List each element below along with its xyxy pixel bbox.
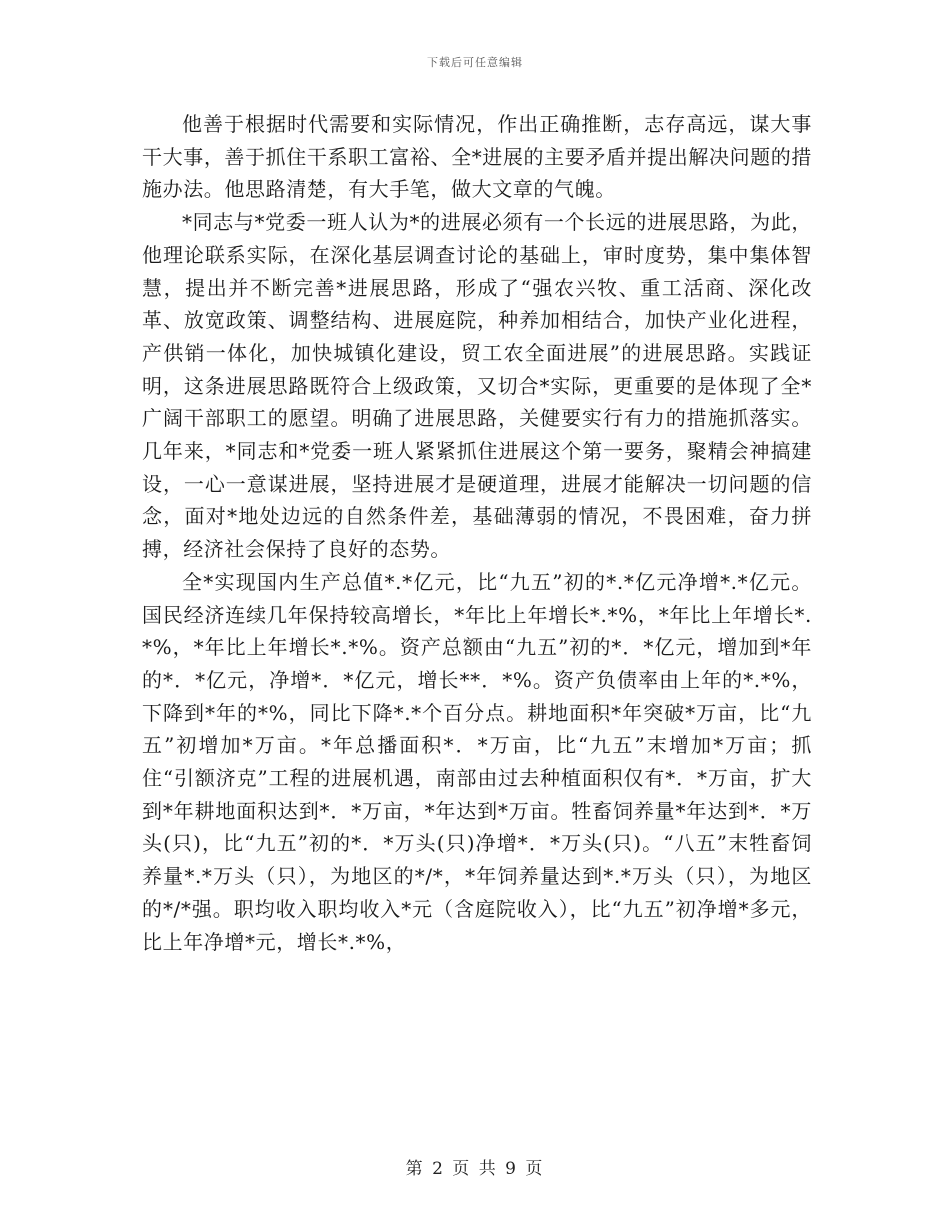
- page-number: 第 2 页 共 9 页: [405, 1159, 545, 1179]
- paragraph-3: 全*实现国内生产总值*.*亿元，比“九五”初的*.*亿元净增*.*亿元。国民经济连续几年保持较高增长，*年比上年增长*.*%，*年比上年增长*.*%，*年比上年增长*.*%。资产总额由“九五”初的*．*亿元，增加到*年的*．*亿元，净增*．*亿元，增长**．*%。资产负债率由上年的*.*%，下降到*年的*%，同比下降*.*个百分点。耕地面积*年突破*万亩，比“九五”初增加*万亩。*年总播面积*．*万亩，比“九五”末增加*万亩；抓住“引额济克”工程的进展机遇，南部由过去种植面积仅有*．*万亩，扩大到*年耕地面积达到*．*万亩，*年达到*万亩。牲畜饲养量*年达到*．*万头(只)，比“九五”初的*．*万头(只)净增*．*万头(只)。“八五”末牲畜饲养量*.*万头（只），为地区的*/*，*年饲养量达到*.*万头（只），为地区的*/*强。职均收入职均收入*元（含庭院收入），比“九五”初净增*多元，比上年净增*元，增长*.*%，: [142, 569, 812, 954]
- page-header-note: 下载后可任意编辑: [427, 56, 523, 69]
- document-body: [142, 108, 812, 958]
- paragraph-1: 他善于根据时代需要和实际情况，作出正确推断，志存高远，谋大事干大事，善于抓住干系职工富裕、全*进展的主要矛盾并提出解决问题的措施办法。他思路清楚，有大手笔，做大文章的气魄。: [142, 112, 812, 202]
- paragraph-2: *同志与*党委一班人认为*的进展必须有一个长远的进展思路，为此，他理论联系实际，在深化基层调查讨论的基础上，审时度势，集中集体智慧，提出并不断完善*进展思路，形成了“强农兴牧、重工活商、深化改革、放宽政策、调整结构、进展庭院，种养加相结合，加快产业化进程，产供销一体化，加快城镇化建设，贸工农全面进展”的进展思路。实践证明，这条进展思路既符合上级政策，又切合*实际，更重要的是体现了全*广阔干部职工的愿望。明确了进展思路，关健要实行有力的措施抓落实。几年来，*同志和*党委一班人紧紧抓住进展这个第一要务，聚精会神搞建设，一心一意谋进展，坚持进展才是硬道理，进展才能解决一切问题的信念，面对*地处边远的自然条件差，基础薄弱的情况，不畏困难，奋力拼搏，经济社会保持了良好的态势。: [142, 210, 812, 562]
